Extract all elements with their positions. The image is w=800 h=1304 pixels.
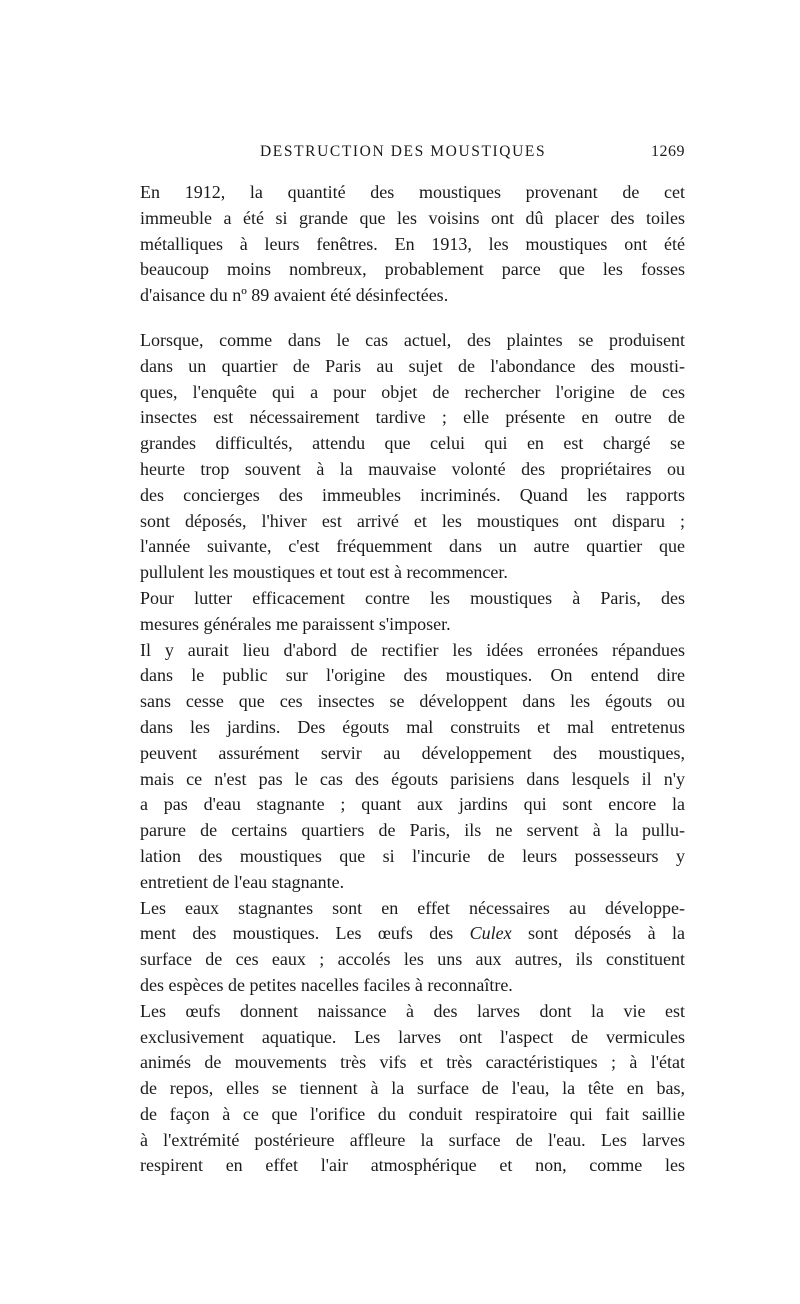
text-line: En 1912, la quantité des moustiques provenant de cet: [140, 182, 685, 202]
text-line: Pour lutter efficacement contre les moustiques à Paris, des: [140, 587, 685, 608]
text-line: insectes est nécessairement tardive ; elle présente en outre de: [140, 407, 685, 428]
text-line: animés de mouvements très vifs et très caractéristiques ; à l'état: [140, 1052, 685, 1073]
text-line: peuvent assurément servir au développement des moustiques,: [140, 742, 685, 763]
text-line: dans un quartier de Paris au sujet de l'abondance des mousti-: [140, 355, 685, 376]
text-line: d'aisance du nº 89 avaient été désinfectées.: [140, 285, 449, 306]
paragraph: [140, 180, 685, 309]
text-line: des concierges des immeubles incriminés. Quand les rapports: [140, 484, 685, 505]
paragraph: [140, 328, 685, 586]
text-line: grandes difficultés, attendu que celui qui en est chargé se: [140, 433, 685, 454]
paragraph: [140, 896, 685, 999]
text-line: Lorsque, comme dans le cas actuel, des plaintes se produisent: [140, 329, 685, 350]
text-line: de repos, elles se tiennent à la surface de l'eau, la tête en bas,: [140, 1078, 685, 1099]
text-line: mesures générales me paraissent s'imposer.: [140, 613, 451, 634]
text-line: parure de certains quartiers de Paris, ils ne servent à la pullu-: [140, 820, 685, 841]
text-line: entretient de l'eau stagnante.: [140, 871, 345, 892]
page-number: 1269: [651, 143, 685, 160]
running-title: DESTRUCTION DES MOUSTIQUES: [260, 143, 547, 160]
page-header: [140, 143, 685, 169]
body-text: [140, 180, 685, 1179]
text-line: respirent en effet l'air atmosphérique et non, comme les: [140, 1155, 685, 1176]
text-line: Il y aurait lieu d'abord de rectifier les idées erronées répandues: [140, 639, 685, 660]
text-line: Les eaux stagnantes sont en effet nécessaires au développe-: [140, 897, 685, 918]
text-line: à l'extrémité postérieure affleure la surface de l'eau. Les larves: [140, 1129, 685, 1150]
genus-name: Culex: [469, 923, 512, 944]
text-line: beaucoup moins nombreux, probablement parce que les fosses: [140, 259, 685, 280]
paragraph: [140, 638, 685, 896]
text-line: mais ce n'est pas le cas des égouts parisiens dans lesquels il n'y: [140, 768, 685, 789]
section-gap: [140, 309, 685, 328]
paragraph: [140, 999, 685, 1180]
text-line: a pas d'eau stagnante ; quant aux jardins qui sont encore la: [140, 794, 685, 815]
text-line: dans le public sur l'origine des moustiques. On entend dire: [140, 665, 685, 686]
text-line: heurte trop souvent à la mauvaise volonté des propriétaires ou: [140, 458, 685, 479]
text-line: ques, l'enquête qui a pour objet de rechercher l'origine de ces: [140, 381, 685, 402]
text-line: Les œufs donnent naissance à des larves dont la vie est: [140, 1000, 685, 1021]
text-line: exclusivement aquatique. Les larves ont l'aspect de vermicules: [140, 1026, 685, 1047]
text-line: l'année suivante, c'est fréquemment dans un autre quartier que: [140, 536, 685, 557]
text-line: ment des moustiques. Les œufs des Culex sont déposés à la: [140, 923, 686, 944]
text-line: des espèces de petites nacelles faciles à reconnaître.: [140, 974, 513, 995]
text-line: métalliques à leurs fenêtres. En 1913, les moustiques ont été: [140, 233, 685, 254]
text-line: lation des moustiques que si l'incurie de leurs possesseurs y: [140, 845, 685, 866]
paragraph: [140, 586, 685, 638]
text-line: sont déposés, l'hiver est arrivé et les moustiques ont disparu ;: [140, 510, 685, 531]
text-line: de façon à ce que l'orifice du conduit respiratoire qui fait saillie: [140, 1103, 685, 1124]
text-line: surface de ces eaux ; accolés les uns aux autres, ils constituent: [140, 949, 685, 970]
text-line: pullulent les moustiques et tout est à recommencer.: [140, 562, 508, 583]
text-line: immeuble a été si grande que les voisins ont dû placer des toiles: [140, 207, 685, 228]
text-line: sans cesse que ces insectes se développent dans les égouts ou: [140, 691, 685, 712]
text-line: dans les jardins. Des égouts mal construits et mal entretenus: [140, 716, 685, 737]
